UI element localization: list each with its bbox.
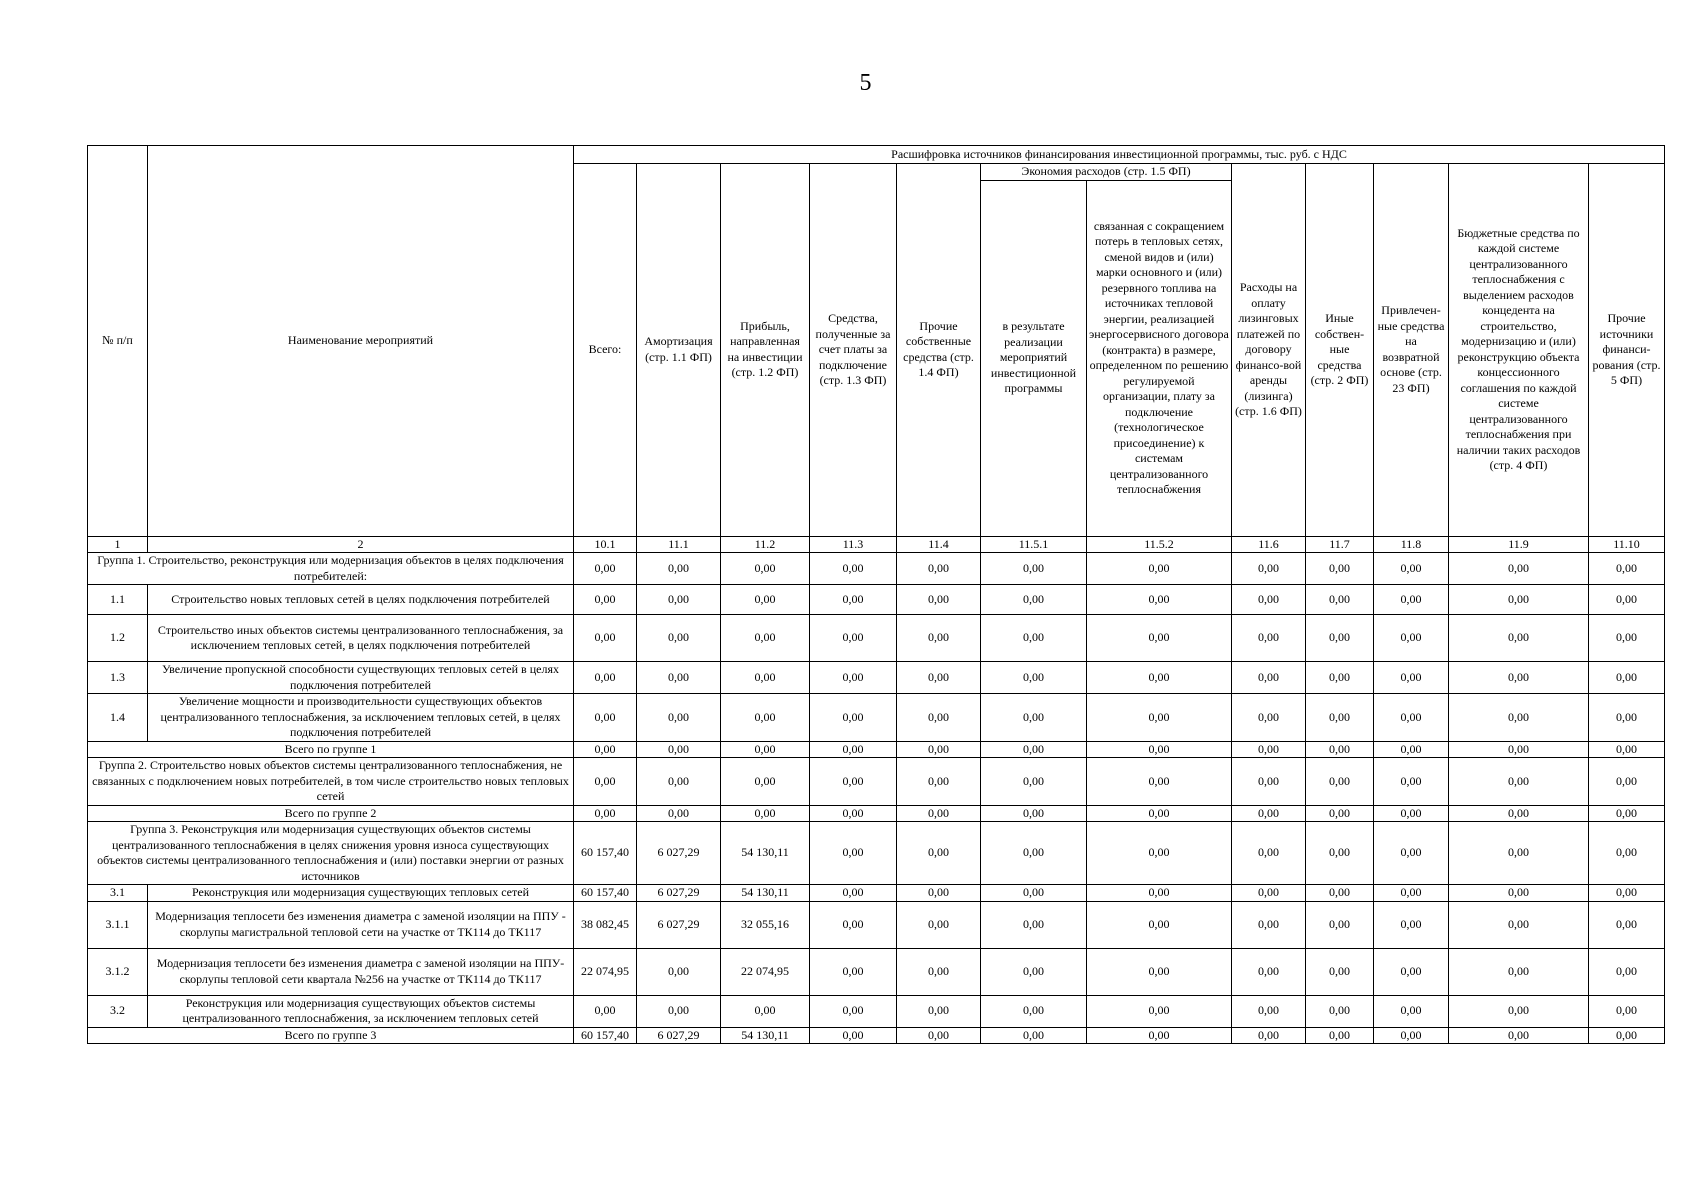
value-cell: 0,00 — [1232, 995, 1306, 1027]
value-cell: 0,00 — [1087, 948, 1232, 995]
value-cell: 0,00 — [1087, 995, 1232, 1027]
column-number-cell: 11.4 — [897, 536, 981, 553]
header-col-amort: Амортизация (стр. 1.1 ФП) — [637, 164, 721, 537]
value-cell: 0,00 — [1087, 585, 1232, 615]
value-cell: 0,00 — [721, 585, 810, 615]
table-row — [88, 662, 1665, 694]
value-cell: 0,00 — [1232, 662, 1306, 694]
column-number-cell: 11.1 — [637, 536, 721, 553]
group-total-label: Всего по группе 1 — [88, 741, 574, 758]
column-number-cell: 1 — [88, 536, 148, 553]
value-cell: 0,00 — [637, 615, 721, 662]
value-cell: 0,00 — [721, 741, 810, 758]
value-cell: 0,00 — [810, 662, 897, 694]
page-number: 5 — [859, 70, 872, 96]
value-cell: 0,00 — [1589, 901, 1665, 948]
value-cell: 0,00 — [1374, 885, 1449, 902]
row-number: 1.3 — [88, 662, 148, 694]
value-cell: 0,00 — [1449, 553, 1589, 585]
value-cell: 0,00 — [810, 805, 897, 822]
value-cell: 0,00 — [1374, 1027, 1449, 1044]
header-col-no: № п/п — [88, 146, 148, 537]
value-cell: 0,00 — [1589, 615, 1665, 662]
value-cell: 60 157,40 — [574, 885, 637, 902]
column-number-cell: 2 — [148, 536, 574, 553]
value-cell: 6 027,29 — [637, 822, 721, 885]
value-cell: 0,00 — [1449, 805, 1589, 822]
table-row — [88, 694, 1665, 742]
value-cell: 0,00 — [1449, 694, 1589, 742]
header-col-name: Наименование мероприятий — [148, 146, 574, 537]
row-number: 1.2 — [88, 615, 148, 662]
value-cell: 0,00 — [1087, 885, 1232, 902]
value-cell: 0,00 — [810, 553, 897, 585]
value-cell: 6 027,29 — [637, 901, 721, 948]
value-cell: 0,00 — [1306, 758, 1374, 806]
value-cell: 22 074,95 — [574, 948, 637, 995]
value-cell: 0,00 — [1232, 694, 1306, 742]
header-sources-title: Расшифровка источников финансирования инвестиционной программы, тыс. руб. с НДС — [574, 146, 1665, 164]
value-cell: 0,00 — [1374, 948, 1449, 995]
value-cell: 0,00 — [810, 885, 897, 902]
value-cell: 0,00 — [1449, 741, 1589, 758]
table-row — [88, 995, 1665, 1027]
value-cell: 0,00 — [574, 694, 637, 742]
header-col-profit: Прибыль, направленная на инвестиции (стр. 1.2 ФП) — [721, 164, 810, 537]
value-cell: 0,00 — [810, 948, 897, 995]
value-cell: 0,00 — [1087, 553, 1232, 585]
value-cell: 0,00 — [637, 694, 721, 742]
value-cell: 0,00 — [1087, 615, 1232, 662]
row-number: 3.2 — [88, 995, 148, 1027]
value-cell: 0,00 — [1232, 822, 1306, 885]
value-cell: 6 027,29 — [637, 1027, 721, 1044]
value-cell: 0,00 — [1087, 1027, 1232, 1044]
value-cell: 0,00 — [721, 758, 810, 806]
value-cell: 0,00 — [1087, 758, 1232, 806]
value-cell: 0,00 — [1449, 615, 1589, 662]
value-cell: 0,00 — [1589, 694, 1665, 742]
header-economy-title: Экономия расходов (стр. 1.5 ФП) — [981, 164, 1232, 181]
value-cell: 0,00 — [721, 694, 810, 742]
value-cell: 38 082,45 — [574, 901, 637, 948]
row-number: 1.1 — [88, 585, 148, 615]
value-cell: 0,00 — [721, 995, 810, 1027]
value-cell: 0,00 — [981, 995, 1087, 1027]
value-cell: 0,00 — [1306, 948, 1374, 995]
value-cell: 0,00 — [1589, 553, 1665, 585]
value-cell: 0,00 — [981, 1027, 1087, 1044]
value-cell: 0,00 — [981, 615, 1087, 662]
value-cell: 0,00 — [1306, 822, 1374, 885]
value-cell: 0,00 — [1449, 822, 1589, 885]
value-cell: 0,00 — [1306, 694, 1374, 742]
value-cell: 0,00 — [1589, 662, 1665, 694]
value-cell: 0,00 — [1589, 741, 1665, 758]
value-cell: 0,00 — [1087, 805, 1232, 822]
value-cell: 0,00 — [637, 662, 721, 694]
group-total-row — [88, 805, 1665, 822]
table-row — [88, 901, 1665, 948]
value-cell: 0,00 — [637, 948, 721, 995]
value-cell: 0,00 — [897, 805, 981, 822]
table-row — [88, 615, 1665, 662]
value-cell: 0,00 — [1589, 948, 1665, 995]
group-title: Группа 2. Строительство новых объектов системы централизованного теплоснабжения, не связанных с подключением новых потребителей, в том числе строительство новых тепловых сетей — [88, 758, 574, 806]
value-cell: 0,00 — [1449, 585, 1589, 615]
value-cell: 32 055,16 — [721, 901, 810, 948]
row-name: Модернизация теплосети без изменения диаметра с заменой изоляции на ППУ - скорлупы магистральной тепловой сети на участке от ТК114 до ТК117 — [148, 901, 574, 948]
row-number: 3.1.1 — [88, 901, 148, 948]
header-col-connect: Средства, полученные за счет платы за подключение (стр. 1.3 ФП) — [810, 164, 897, 537]
group-title: Группа 3. Реконструкция или модернизация существующих объектов системы централизованного теплоснабжения в целях снижения уровня износа существующих объектов системы централизованного теплоснабжения и (или) поставки энергии от разных источников — [88, 822, 574, 885]
value-cell: 0,00 — [1374, 995, 1449, 1027]
value-cell: 0,00 — [1306, 553, 1374, 585]
value-cell: 0,00 — [637, 553, 721, 585]
row-name: Увеличение мощности и производительности существующих объектов централизованного теплоснабжения, за исключением тепловых сетей, в целях подключения потребителей — [148, 694, 574, 742]
row-name: Строительство иных объектов системы централизованного теплоснабжения, за исключением тепловых сетей, в целях подключения потребителей — [148, 615, 574, 662]
value-cell: 0,00 — [1589, 822, 1665, 885]
value-cell: 0,00 — [721, 662, 810, 694]
value-cell: 0,00 — [1306, 1027, 1374, 1044]
value-cell: 0,00 — [1449, 1027, 1589, 1044]
value-cell: 0,00 — [897, 741, 981, 758]
value-cell: 0,00 — [981, 585, 1087, 615]
group-row — [88, 822, 1665, 885]
value-cell: 0,00 — [810, 758, 897, 806]
column-number-cell: 11.5.2 — [1087, 536, 1232, 553]
value-cell: 0,00 — [574, 995, 637, 1027]
row-number: 1.4 — [88, 694, 148, 742]
value-cell: 0,00 — [1306, 995, 1374, 1027]
header-col-econ-invest: в результате реализации мероприятий инвестиционной программы — [981, 180, 1087, 536]
value-cell: 0,00 — [1374, 822, 1449, 885]
value-cell: 0,00 — [1232, 885, 1306, 902]
value-cell: 0,00 — [1589, 585, 1665, 615]
value-cell: 0,00 — [1232, 615, 1306, 662]
header-col-econ-losses: связанная с сокращением потерь в тепловых сетях, сменой видов и (или) марки основного и (или) резервного топлива на источниках тепловой энергии, реализацией энергосервисного договора (контракта) в размере, определенном по решению регулируемой организации, плату за подключение (технологическое присоединение) к системам централизованного теплоснабжения — [1087, 180, 1232, 536]
value-cell: 0,00 — [574, 805, 637, 822]
table-row — [88, 885, 1665, 902]
value-cell: 0,00 — [1449, 758, 1589, 806]
value-cell: 0,00 — [1374, 805, 1449, 822]
value-cell: 0,00 — [1449, 948, 1589, 995]
header-col-other-own: Прочие собственные средства (стр. 1.4 ФП) — [897, 164, 981, 537]
value-cell: 60 157,40 — [574, 822, 637, 885]
value-cell: 0,00 — [1374, 901, 1449, 948]
value-cell: 0,00 — [897, 948, 981, 995]
value-cell: 0,00 — [1449, 662, 1589, 694]
value-cell: 0,00 — [1449, 885, 1589, 902]
value-cell: 0,00 — [574, 741, 637, 758]
value-cell: 0,00 — [981, 948, 1087, 995]
value-cell: 0,00 — [810, 615, 897, 662]
row-number: 3.1.2 — [88, 948, 148, 995]
value-cell: 0,00 — [981, 758, 1087, 806]
value-cell: 0,00 — [1374, 585, 1449, 615]
group-total-label: Всего по группе 3 — [88, 1027, 574, 1044]
value-cell: 0,00 — [1306, 585, 1374, 615]
value-cell: 0,00 — [1232, 553, 1306, 585]
column-number-cell: 11.3 — [810, 536, 897, 553]
group-total-row — [88, 1027, 1665, 1044]
row-name: Реконструкция или модернизация существующих объектов системы централизованного теплоснабжения, за исключением тепловых сетей — [148, 995, 574, 1027]
header-col-leasing: Расходы на оплату лизинговых платежей по договору финансо-вой аренды (лизинга) (стр. 1.6 ФП) — [1232, 164, 1306, 537]
value-cell: 6 027,29 — [637, 885, 721, 902]
value-cell: 0,00 — [574, 553, 637, 585]
value-cell: 0,00 — [1306, 741, 1374, 758]
value-cell: 0,00 — [810, 822, 897, 885]
value-cell: 0,00 — [574, 662, 637, 694]
value-cell: 54 130,11 — [721, 1027, 810, 1044]
value-cell: 0,00 — [574, 615, 637, 662]
header-col-total: Всего: — [574, 164, 637, 537]
value-cell: 0,00 — [897, 1027, 981, 1044]
value-cell: 0,00 — [897, 615, 981, 662]
value-cell: 0,00 — [1232, 741, 1306, 758]
value-cell: 0,00 — [574, 758, 637, 806]
value-cell: 0,00 — [637, 995, 721, 1027]
value-cell: 0,00 — [810, 585, 897, 615]
value-cell: 0,00 — [1589, 805, 1665, 822]
value-cell: 0,00 — [897, 585, 981, 615]
value-cell: 0,00 — [981, 901, 1087, 948]
value-cell: 0,00 — [721, 615, 810, 662]
value-cell: 0,00 — [1306, 662, 1374, 694]
value-cell: 0,00 — [1087, 694, 1232, 742]
value-cell: 0,00 — [897, 662, 981, 694]
row-name: Увеличение пропускной способности существующих тепловых сетей в целях подключения потребителей — [148, 662, 574, 694]
value-cell: 0,00 — [1374, 662, 1449, 694]
value-cell: 0,00 — [897, 885, 981, 902]
value-cell: 0,00 — [1232, 901, 1306, 948]
header-col-other-src: Прочие источники финанси-рования (стр. 5 ФП) — [1589, 164, 1665, 537]
row-name: Реконструкция или модернизация существующих тепловых сетей — [148, 885, 574, 902]
value-cell: 0,00 — [1589, 758, 1665, 806]
value-cell: 0,00 — [1589, 995, 1665, 1027]
value-cell: 0,00 — [721, 805, 810, 822]
value-cell: 60 157,40 — [574, 1027, 637, 1044]
column-numbers-row — [88, 536, 1665, 553]
table-row — [88, 585, 1665, 615]
row-name: Модернизация теплосети без изменения диаметра с заменой изоляции на ППУ- скорлупы тепловой сети квартала №256 на участке от ТК114 до ТК117 — [148, 948, 574, 995]
value-cell: 54 130,11 — [721, 885, 810, 902]
value-cell: 0,00 — [1589, 885, 1665, 902]
value-cell: 0,00 — [1374, 741, 1449, 758]
value-cell: 0,00 — [1374, 758, 1449, 806]
value-cell: 0,00 — [981, 805, 1087, 822]
header-col-other-own2: Иные собствен-ные средства (стр. 2 ФП) — [1306, 164, 1374, 537]
group-total-row — [88, 741, 1665, 758]
value-cell: 0,00 — [897, 901, 981, 948]
value-cell: 0,00 — [1306, 615, 1374, 662]
value-cell: 54 130,11 — [721, 822, 810, 885]
value-cell: 0,00 — [637, 805, 721, 822]
value-cell: 0,00 — [1087, 662, 1232, 694]
value-cell: 0,00 — [1232, 585, 1306, 615]
value-cell: 0,00 — [1087, 741, 1232, 758]
header-col-budget: Бюджетные средства по каждой системе централизованного теплоснабжения с выделением расходов концедента на строительство, модернизацию и (или) реконструкцию объекта концессионного соглашения по каждой системе централизованного теплоснабжения при наличии таких расходов (стр. 4 ФП) — [1449, 164, 1589, 537]
value-cell: 0,00 — [1087, 822, 1232, 885]
value-cell: 0,00 — [1306, 805, 1374, 822]
table-row — [88, 948, 1665, 995]
row-number: 3.1 — [88, 885, 148, 902]
value-cell: 0,00 — [1589, 1027, 1665, 1044]
column-number-cell: 10.1 — [574, 536, 637, 553]
group-row — [88, 553, 1665, 585]
column-number-cell: 11.7 — [1306, 536, 1374, 553]
value-cell: 0,00 — [1087, 901, 1232, 948]
value-cell: 22 074,95 — [721, 948, 810, 995]
value-cell: 0,00 — [1306, 885, 1374, 902]
financing-table — [87, 145, 1665, 1044]
value-cell: 0,00 — [981, 741, 1087, 758]
value-cell: 0,00 — [637, 585, 721, 615]
group-row — [88, 758, 1665, 806]
value-cell: 0,00 — [1232, 948, 1306, 995]
value-cell: 0,00 — [1449, 995, 1589, 1027]
value-cell: 0,00 — [810, 995, 897, 1027]
column-number-cell: 11.8 — [1374, 536, 1449, 553]
value-cell: 0,00 — [897, 995, 981, 1027]
value-cell: 0,00 — [981, 822, 1087, 885]
value-cell: 0,00 — [1374, 553, 1449, 585]
value-cell: 0,00 — [981, 662, 1087, 694]
value-cell: 0,00 — [810, 741, 897, 758]
value-cell: 0,00 — [810, 1027, 897, 1044]
value-cell: 0,00 — [721, 553, 810, 585]
group-total-label: Всего по группе 2 — [88, 805, 574, 822]
value-cell: 0,00 — [981, 694, 1087, 742]
header-col-borrowed: Привлечен-ные средства на возвратной основе (стр. 23 ФП) — [1374, 164, 1449, 537]
column-number-cell: 11.6 — [1232, 536, 1306, 553]
value-cell: 0,00 — [574, 585, 637, 615]
column-number-cell: 11.10 — [1589, 536, 1665, 553]
value-cell: 0,00 — [897, 553, 981, 585]
group-title: Группа 1. Строительство, реконструкция или модернизация объектов в целях подключения потребителей: — [88, 553, 574, 585]
value-cell: 0,00 — [1232, 758, 1306, 806]
row-name: Строительство новых тепловых сетей в целях подключения потребителей — [148, 585, 574, 615]
value-cell: 0,00 — [1374, 694, 1449, 742]
column-number-cell: 11.2 — [721, 536, 810, 553]
value-cell: 0,00 — [897, 694, 981, 742]
value-cell: 0,00 — [637, 741, 721, 758]
value-cell: 0,00 — [1374, 615, 1449, 662]
value-cell: 0,00 — [1232, 805, 1306, 822]
column-number-cell: 11.9 — [1449, 536, 1589, 553]
value-cell: 0,00 — [897, 822, 981, 885]
value-cell: 0,00 — [981, 553, 1087, 585]
value-cell: 0,00 — [981, 885, 1087, 902]
value-cell: 0,00 — [897, 758, 981, 806]
value-cell: 0,00 — [810, 694, 897, 742]
value-cell: 0,00 — [637, 758, 721, 806]
value-cell: 0,00 — [1306, 901, 1374, 948]
value-cell: 0,00 — [1232, 1027, 1306, 1044]
value-cell: 0,00 — [1449, 901, 1589, 948]
value-cell: 0,00 — [810, 901, 897, 948]
column-number-cell: 11.5.1 — [981, 536, 1087, 553]
